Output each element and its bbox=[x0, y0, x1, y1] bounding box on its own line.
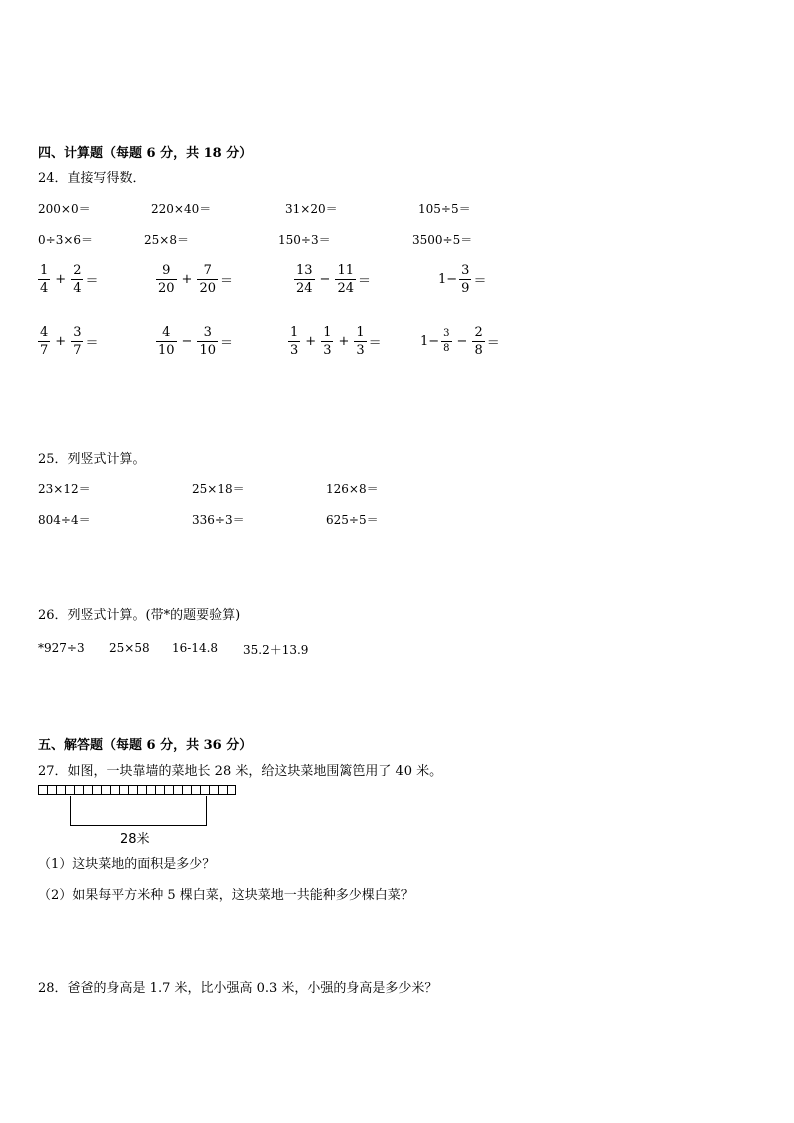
fraction: $\frac{2}{4}$ bbox=[73, 263, 82, 296]
q24-item: 200×0＝ bbox=[38, 202, 91, 216]
fraction: $\frac{1}{3}$ bbox=[356, 325, 365, 358]
fraction: $\frac{9}{20}$ bbox=[158, 263, 175, 296]
fraction-expression: $\frac{1}{4}$ + $\frac{2}{4}$ ＝ bbox=[40, 263, 99, 296]
fraction: $\frac{1}{3}$ bbox=[323, 325, 332, 358]
fraction: $\frac{4}{10}$ bbox=[158, 325, 175, 358]
q26-item: *927÷3 bbox=[38, 641, 85, 655]
question-28-label: 28．爸爸的身高是 1.7 米，比小强高 0.3 米，小强的身高是多少米？ bbox=[38, 981, 438, 996]
fraction: $\frac{1}{3}$ bbox=[290, 325, 299, 358]
plot-length-label: 28米 bbox=[120, 832, 150, 847]
section-4-title: 四、计算题（每题 6 分，共 18 分） bbox=[38, 146, 253, 161]
fraction: $\frac{3}{8}$ bbox=[443, 328, 450, 354]
fraction: $\frac{13}{24}$ bbox=[296, 263, 313, 296]
fraction: $\frac{3}{9}$ bbox=[461, 263, 470, 296]
question-27-sub1: （1）这块菜地的面积是多少？ bbox=[38, 857, 216, 872]
q26-item: 25×58 bbox=[109, 641, 150, 655]
question-26-label: 26．列竖式计算。(带*的题要验算) bbox=[38, 608, 241, 623]
q24-item: 220×40＝ bbox=[151, 202, 212, 216]
wall-fence-figure bbox=[38, 785, 236, 795]
q25-item: 23×12＝ bbox=[38, 482, 91, 496]
q24-item: 0÷3×6＝ bbox=[38, 233, 94, 247]
fraction-expression: $\frac{9}{20}$ + $\frac{7}{20}$ ＝ bbox=[158, 263, 234, 296]
question-27-sub2: （2）如果每平方米种 5 棵白菜，这块菜地一共能种多少棵白菜？ bbox=[38, 888, 414, 903]
fraction: $\frac{11}{24}$ bbox=[337, 263, 354, 296]
fraction: $\frac{2}{8}$ bbox=[474, 325, 483, 358]
fraction: $\frac{7}{20}$ bbox=[199, 263, 216, 296]
fraction: $\frac{1}{4}$ bbox=[40, 263, 49, 296]
q24-item: 25×8＝ bbox=[144, 233, 189, 247]
fraction-expression: 1− $\frac{3}{8}$ − $\frac{2}{8}$ ＝ bbox=[420, 325, 500, 358]
question-24-label: 24．直接写得数． bbox=[38, 171, 146, 186]
fraction-expression: $\frac{1}{3}$ + $\frac{1}{3}$ + $\frac{1}{3}$ ＝ bbox=[290, 325, 382, 358]
q25-item: 804÷4＝ bbox=[38, 513, 91, 527]
q24-item: 3500÷5＝ bbox=[412, 233, 473, 247]
q25-item: 625÷5＝ bbox=[326, 513, 379, 527]
fraction-expression: $\frac{13}{24}$ − $\frac{11}{24}$ ＝ bbox=[296, 263, 372, 296]
fraction-expression: 1− $\frac{3}{9}$ ＝ bbox=[438, 263, 487, 296]
fraction-expression: $\frac{4}{7}$ + $\frac{3}{7}$ ＝ bbox=[40, 325, 99, 358]
fraction: $\frac{4}{7}$ bbox=[40, 325, 49, 358]
question-25-label: 25．列竖式计算。 bbox=[38, 452, 146, 467]
q25-item: 126×8＝ bbox=[326, 482, 379, 496]
q24-item: 105÷5＝ bbox=[418, 202, 471, 216]
question-27-label: 27．如图，一块靠墙的菜地长 28 米，给这块菜地围篱笆用了 40 米。 bbox=[38, 764, 443, 779]
q26-item: 35.2＋13.9 bbox=[243, 643, 309, 657]
fraction: $\frac{3}{10}$ bbox=[199, 325, 216, 358]
q25-item: 25×18＝ bbox=[192, 482, 245, 496]
fraction: $\frac{3}{7}$ bbox=[73, 325, 82, 358]
fraction-expression: $\frac{4}{10}$ − $\frac{3}{10}$ ＝ bbox=[158, 325, 234, 358]
q24-item: 31×20＝ bbox=[285, 202, 338, 216]
q24-item: 150÷3＝ bbox=[278, 233, 331, 247]
q25-item: 336÷3＝ bbox=[192, 513, 245, 527]
q26-item: 16-14.8 bbox=[172, 641, 219, 655]
section-5-title: 五、解答题（每题 6 分，共 36 分） bbox=[38, 738, 253, 753]
vegetable-plot-figure bbox=[70, 796, 207, 826]
